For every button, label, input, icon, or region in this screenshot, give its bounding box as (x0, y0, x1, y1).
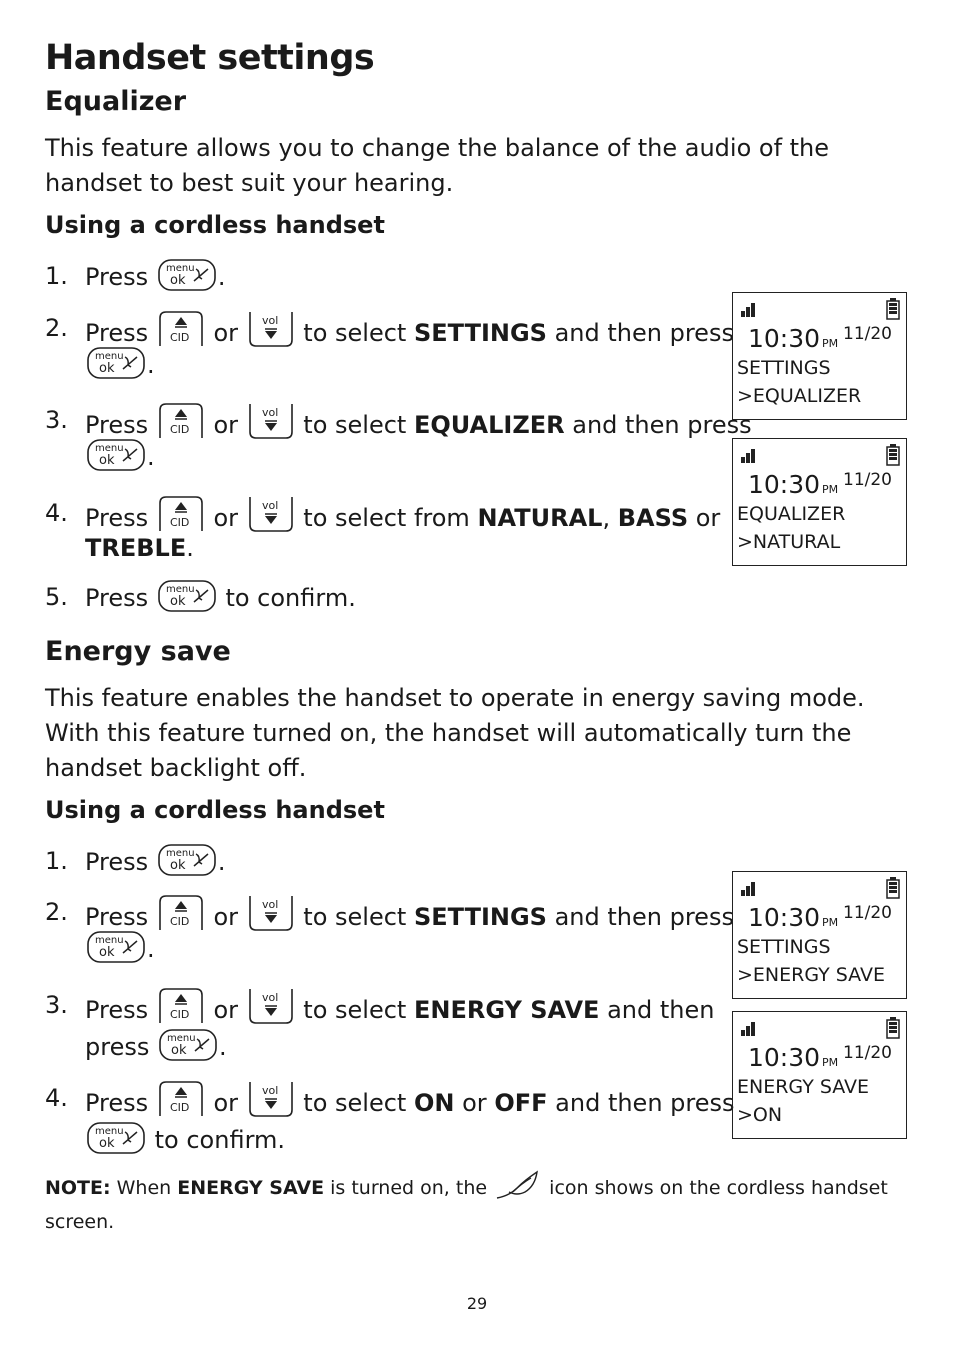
cid-key-icon (158, 311, 204, 356)
svg-text:ok: ok (99, 1136, 115, 1151)
cid-key-icon (158, 895, 204, 940)
svg-text:vol: vol (261, 314, 278, 327)
energy-save-subheading: Using a cordless handset (45, 796, 385, 824)
energy-save-note: NOTE: When ENERGY SAVE is turned on, the icon shows on the cordless handset screen. (45, 1170, 905, 1236)
signal-bars-icon (740, 1019, 760, 1041)
svg-text:CID: CID (169, 423, 190, 436)
vol-key-icon (248, 496, 294, 541)
equalizer-heading: Equalizer (45, 86, 187, 117)
svg-text:menu: menu (165, 263, 195, 274)
energy-save-heading: Energy save (45, 636, 231, 667)
battery-icon (886, 298, 900, 324)
svg-text:ok: ok (169, 594, 186, 609)
menu-ok-key-icon (158, 580, 216, 621)
svg-text:vol: vol (261, 1084, 278, 1097)
svg-text:CID: CID (169, 331, 190, 344)
menu-ok-key-icon (159, 1029, 217, 1070)
signal-bars-icon (740, 879, 760, 901)
equalizer-subheading: Using a cordless handset (45, 211, 385, 239)
vol-key-icon (248, 403, 294, 448)
signal-bars-icon (740, 300, 760, 322)
svg-text:CID: CID (169, 516, 190, 529)
handset-screen-equalizer-natural: 10:30 PM 11/20 EQUALIZER >NATURAL (732, 438, 907, 566)
svg-text:menu: menu (95, 1126, 124, 1137)
svg-text:ok: ok (169, 858, 186, 873)
svg-text:ok: ok (99, 361, 115, 376)
vol-key-icon (248, 1081, 294, 1126)
svg-text:vol: vol (261, 499, 278, 512)
svg-text:menu: menu (165, 584, 195, 595)
svg-text:ok: ok (99, 945, 115, 960)
svg-text:menu: menu (165, 848, 195, 859)
menu-ok-key-icon (87, 347, 145, 388)
equalizer-intro: This feature allows you to change the balance of the audio of the handset to best suit your hearing. (45, 134, 830, 197)
vol-key-icon (248, 988, 294, 1033)
energy-save-intro: This feature enables the handset to operate in energy saving mode. With this feature turned on, the handset will automatically turn the handset backlight off. (45, 684, 865, 782)
svg-text:menu: menu (167, 1033, 196, 1044)
signal-bars-icon (740, 446, 760, 468)
page-number: 29 (466, 1294, 488, 1313)
cid-key-icon (158, 1081, 204, 1126)
svg-text:ok: ok (171, 1043, 187, 1058)
page-title: Handset settings (45, 38, 375, 78)
handset-screen-settings-equalizer: 10:30 PM 11/20 SETTINGS >EQUALIZER (732, 292, 907, 420)
battery-icon (886, 1017, 900, 1043)
svg-text:menu: menu (95, 351, 124, 362)
menu-ok-key-icon (158, 259, 216, 300)
svg-text:CID: CID (169, 915, 190, 928)
eco-leaf-icon (495, 1170, 541, 1208)
menu-ok-key-icon (87, 1122, 145, 1163)
battery-icon (886, 444, 900, 470)
cid-key-icon (158, 403, 204, 448)
svg-text:menu: menu (95, 935, 124, 946)
battery-icon (886, 877, 900, 903)
handset-screen-settings-energy-save: 10:30 PM 11/20 SETTINGS >ENERGY SAVE (732, 871, 907, 999)
menu-ok-key-icon (158, 844, 216, 885)
menu-ok-key-icon (87, 439, 145, 480)
svg-text:vol: vol (261, 406, 278, 419)
svg-text:CID: CID (169, 1008, 190, 1021)
menu-ok-key-icon (87, 931, 145, 972)
svg-text:vol: vol (261, 991, 278, 1004)
vol-key-icon (248, 311, 294, 356)
svg-text:ok: ok (99, 453, 115, 468)
cid-key-icon (158, 988, 204, 1033)
svg-text:menu: menu (95, 443, 124, 454)
svg-text:CID: CID (169, 1101, 190, 1114)
svg-text:vol: vol (261, 898, 278, 911)
vol-key-icon (248, 895, 294, 940)
handset-screen-energy-save-on: 10:30 PM 11/20 ENERGY SAVE >ON (732, 1011, 907, 1139)
svg-text:ok: ok (169, 273, 186, 288)
